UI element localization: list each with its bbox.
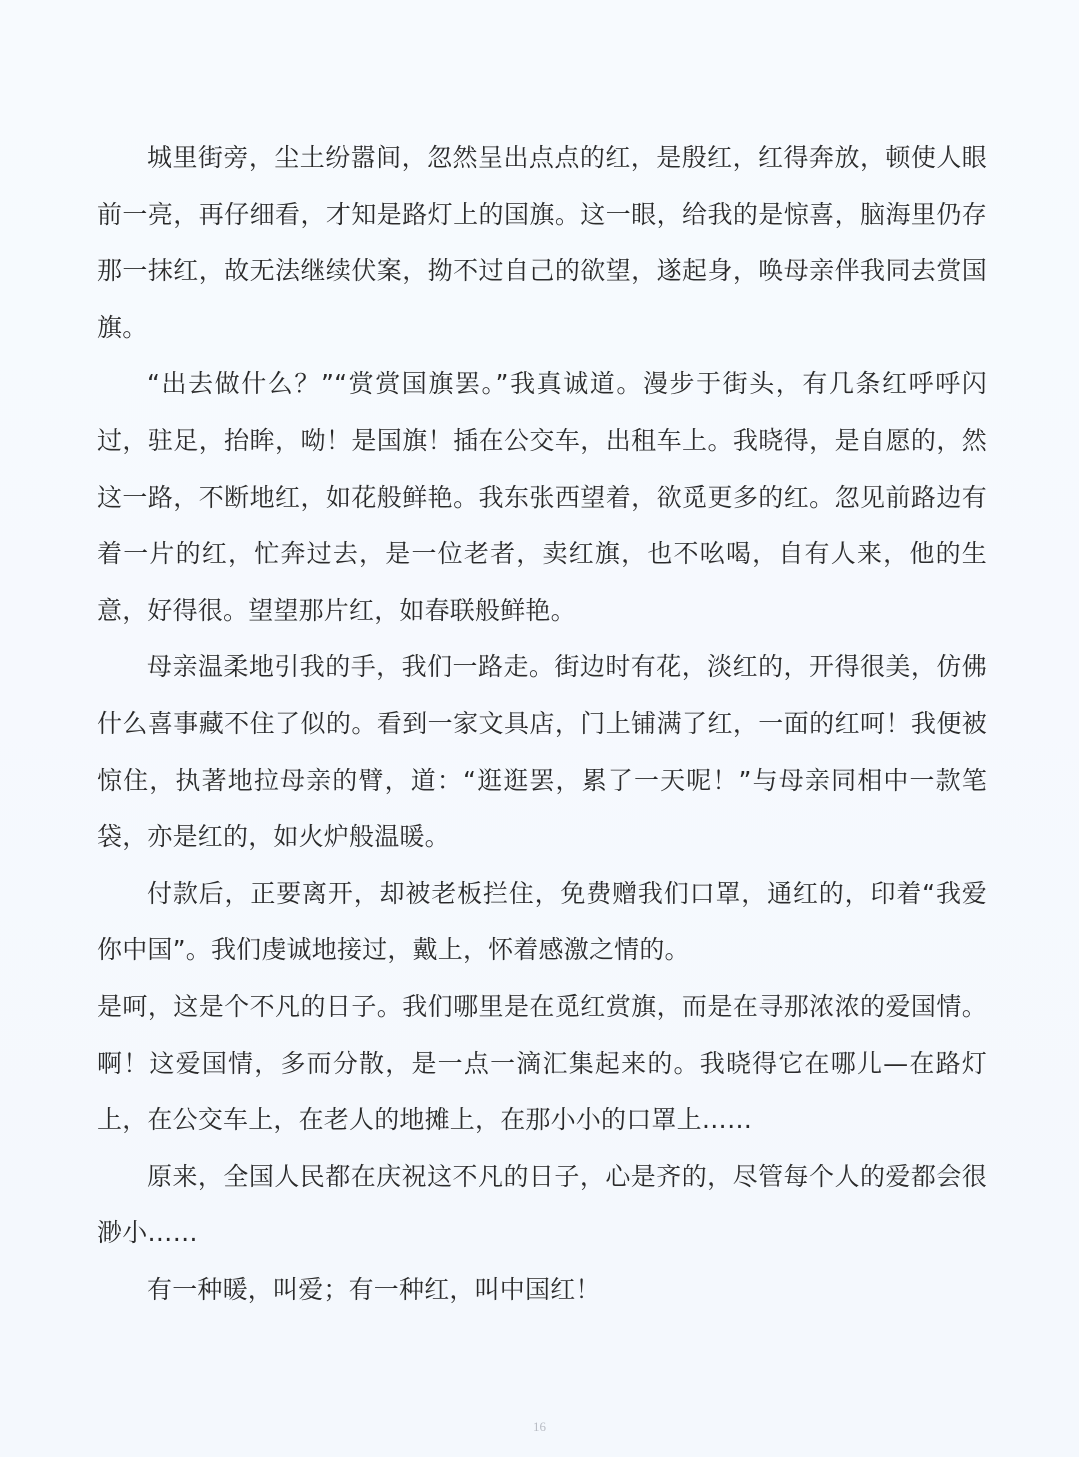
page-number: 16 [533,1419,546,1434]
essay-body [97,130,987,1318]
paragraph-3: 母亲温柔地引我的手，我们一路走。街边时有花，淡红的，开得很美，仿佛什么喜事藏不住了似的。看到一家文具店，门上铺满了红，一面的红呵！我便被惊住，执著地拉母亲的臂，道：“逛逛罢，累了一天呢！”与母亲同相中一款笔袋，亦是红的，如火炉般温暖。 [97,652,987,852]
paragraph-5: 是呵，这是个不凡的日子。我们哪里是在觅红赏旗，而是在寻那浓浓的爱国情。啊！这爱国情，多而分散，是一点一滴汇集起来的。我晓得它在哪儿—在路灯上，在公交车上，在老人的地摊上，在那小小的口罩上…… [97,991,987,1135]
paragraph-6: 原来，全国人民都在庆祝这不凡的日子，心是齐的，尽管每个人的爱都会很渺小…… [97,1161,987,1248]
paragraph-7: 有一种暖，叫爱；有一种红，叫中国红！ [147,1274,601,1304]
paragraph-1: 城里街旁，尘土纷嚣间，忽然呈出点点的红，是殷红，红得奔放，顿使人眼前一亮，再仔细看，才知是路灯上的国旗。这一眼，给我的是惊喜，脑海里仍存那一抹红，故无法继续伏案，拗不过自己的欲望，遂起身，唤母亲伴我同去赏国旗。 [97,143,987,342]
paragraph-4: 付款后，正要离开，却被老板拦住，免费赠我们口罩，通红的，印着“我爱你中国”。我们虔诚地接过，戴上，怀着感激之情的。 [97,878,987,965]
paragraph-2: “出去做什么？”“赏赏国旗罢。”我真诚道。漫步于街头，有几条红呼呼闪过，驻足，抬眸，呦！是国旗！插在公交车，出租车上。我晓得，是自愿的，然这一路，不断地红，如花般鲜艳。我东张西望着，欲觅更多的红。忽见前路边有着一片的红，忙奔过去，是一位老者，卖红旗，也不吆喝，自有人来，他的生意，好得很。望望那片红，如春联般鲜艳。 [97,369,987,625]
